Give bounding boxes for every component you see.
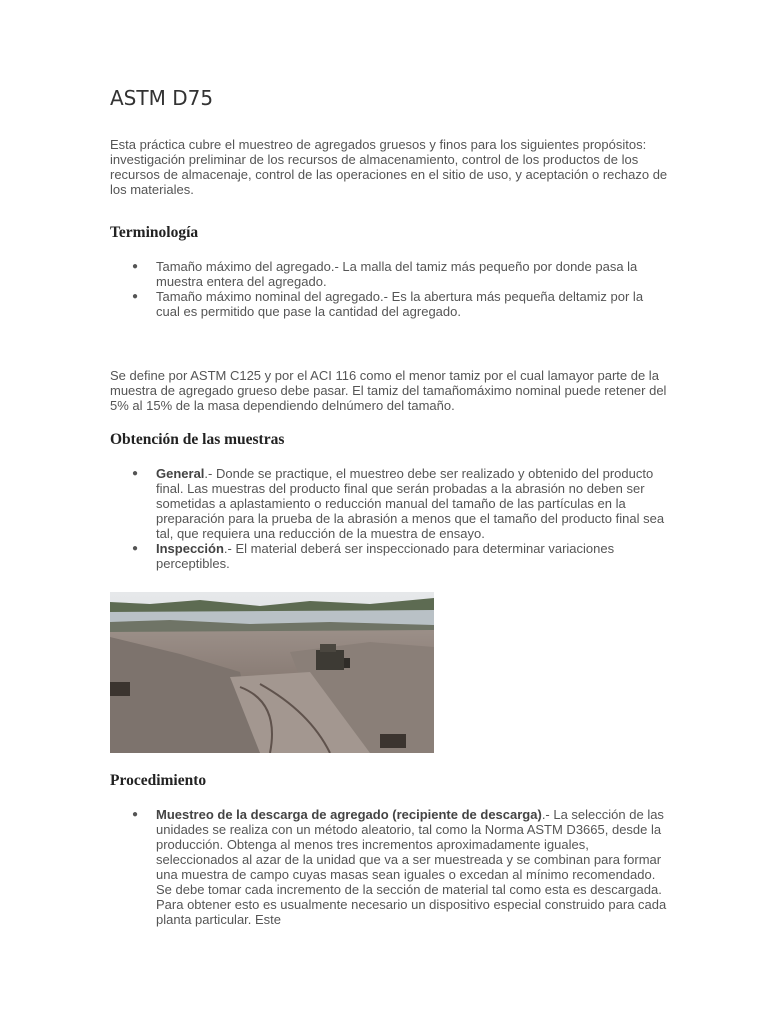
quarry-photo [110,592,434,753]
list-item: ● Inspección.- El material deberá ser inspeccionado para determinar variaciones perceptibles. [132,541,615,571]
list-item: ● Muestreo de la descarga de agregado (recipiente de descarga).- La selección de las unidades se realiza con un método aleatorio, tal como la Norma ASTM D3665, desde la producción. Obtenga al menos tres incrementos aproximadamente iguales, seleccionados al azar de la unidad que va a ser muestreada y se combinan para formar una muestra de campo cuyas masas sean iguales o excedan al mínimo recomendado. Se debe tomar cada incremento de la sección de material tal como esta es descargada. Para obtener esto es usualmente necesario un dispositivo especial construido para cada planta particular. Este [132,807,667,927]
definition-paragraph: Se define por ASTM C125 y por el ACI 116 como el menor tamiz por el cual lamayor parte de la muestra de agregado grueso debe pasar. El tamiz del tamañomáximo nominal puede retener del 5% al 15% de la masa dependiendo delnúmero del tamaño. [110,368,667,413]
bullet-icon: ● [132,468,139,479]
intro-paragraph: Esta práctica cubre el muestreo de agregados gruesos y finos para los siguientes propósitos: investigación preliminar de los recursos de almacenamiento, control de los productos de los recursos de almacenaje, control de las operaciones en el sitio de uso, y aceptación o rechazo de los materiales. [110,137,668,197]
bullet-icon: ● [132,809,139,820]
section-heading-procedimiento: Procedimiento [110,772,207,789]
terminologia-list [110,259,670,319]
list-item: ● Tamaño máximo del agregado.- La malla del tamiz más pequeño por donde pasa la muestra entera del agregado. [132,259,638,289]
list-item: ● General.- Donde se practique, el muestreo debe ser realizado y obtenido del producto final. Las muestras del producto final que serán probadas a la abrasión no deben ser sometidas a aplastamiento o reducción manual del tamaño de las partículas en la preparación para la prueba de la abrasión a menos que el tamaño del producto final sea tal, que requiera una reducción de la muestra de ensayo. [132,466,665,541]
quarry-photo-illustration [110,592,434,753]
obtencion-list [110,466,670,571]
bullet-icon: ● [132,291,139,302]
procedimiento-list [110,807,670,927]
bullet-icon: ● [132,261,139,272]
section-heading-obtencion: Obtención de las muestras [110,431,285,448]
page-title: ASTM D75 [110,86,214,110]
list-item: ● Tamaño máximo nominal del agregado.- Es la abertura más pequeña deltamiz por la cual es permitido que pase la cantidad del agregado. [132,289,644,319]
section-heading-terminologia: Terminología [110,224,199,241]
bullet-icon: ● [132,543,139,554]
